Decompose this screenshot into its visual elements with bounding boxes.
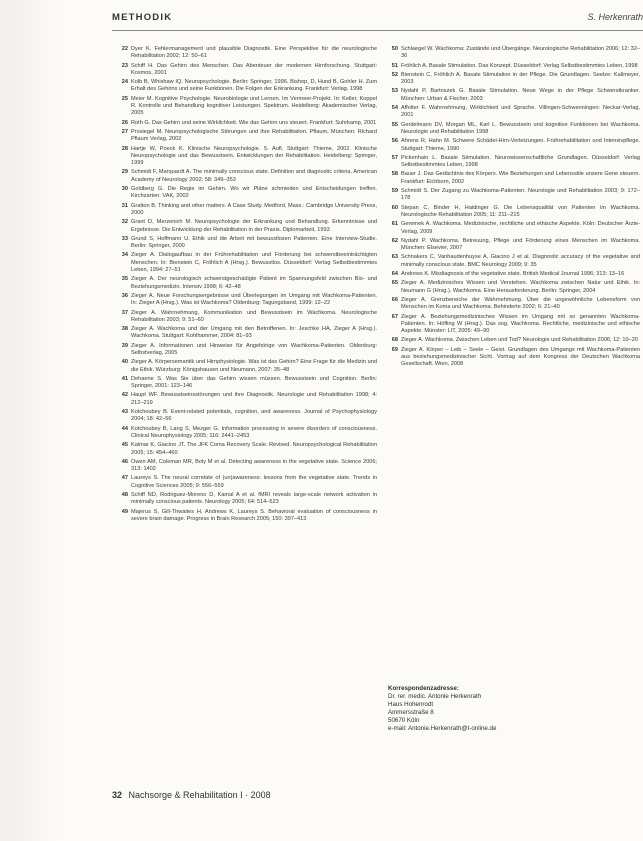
reference-text: Fröhlich A. Basale Stimulation. Das Konzept. Düsseldorf: Verlag Selbstbestimmtes Leben, 1998: [401, 62, 638, 69]
reference-text: Zieger A. Neue Forschungsergebnisse und Überlegungen im Umgang mit Wachkoma-Patienten. In: Zieger A (Hrsg.). Was ist Wachkoma? Oldenburg: Tagungsband, 1999: 12–22: [131, 292, 377, 307]
reference-item: [112, 79, 377, 94]
reference-item: [382, 88, 640, 103]
reference-number: 62: [391, 237, 398, 244]
page-number: 32: [112, 790, 123, 800]
reference-text: Schmidt F, Marquardt A. The minimally conscious state. Definition and diagnostic criteria. American Academy of Neurology 2002; 58: 349–353: [131, 169, 377, 183]
reference-number: 56: [391, 138, 398, 145]
reference-text: Roth G. Das Gehirn und seine Wirklichkeit. Wie das Gehirn uns steuert. Frankfurt: Suhrkamp, 2001: [131, 119, 377, 126]
correspondence-line: Haus Hohenrodt: [388, 701, 434, 708]
page-footer: [112, 790, 271, 800]
reference-number: 30: [121, 186, 128, 193]
reference-number: 29: [121, 169, 128, 176]
reference-text: Laureys S. The neural correlate of (un)awareness: lessons from the vegetative state. Trends in Cognitive Sciences 2005; 9: 556–559: [131, 475, 377, 489]
reference-number: 66: [391, 296, 398, 303]
reference-number: 50: [391, 46, 398, 52]
reference-number: 24: [121, 79, 128, 86]
reference-item: [112, 442, 377, 457]
reference-text: Schlaegel W. Wachkoma: Zustände und Übergänge. Neurologische Rehabilitation 2006; 12: 32–36: [401, 46, 640, 60]
reference-item: [112, 46, 377, 61]
reference-text: Ahrens R, Hahn M. Schwere Schädel-Hirn-Verletzungen. Frührehabilitation und Intensivpflege. Stuttgart: Thieme, 1990: [401, 138, 640, 152]
reference-item: [112, 426, 377, 441]
reference-item: [112, 203, 377, 218]
reference-number: 37: [121, 309, 128, 316]
reference-text: Owen AM, Coleman MR, Boly M et al. Detecting awareness in the vegetative state. Science 2006; 313: 1402: [131, 458, 377, 473]
reference-text: Zieger A. Informationen und Hinweise für Angehörige von Wachkoma-Patienten. Oldenburg: Selbstverlag, 2005: [131, 342, 377, 356]
correspondence-block: [388, 685, 628, 733]
reference-item: [112, 459, 377, 474]
reference-number: 36: [121, 292, 128, 299]
reference-number: 63: [391, 254, 398, 261]
reference-number: 25: [121, 95, 128, 102]
reference-item: [112, 293, 377, 308]
reference-item: [382, 72, 640, 87]
reference-number: 47: [121, 475, 128, 482]
reference-number: 38: [121, 326, 128, 333]
reference-text: Bauer J. Das Gedächtnis des Körpers. Wie Beziehungen und Lebensstile unsere Gene steuern. Frankfurt: Eichborn, 2002: [401, 171, 640, 185]
reference-number: 39: [121, 342, 128, 349]
reference-text: Meier M. Kognitive Psychologie. Neurobiologie und Lernen. Im Vermeer-Projekt. In: Keller, Koppel R. Kontrolle und Behandlung kognitiver Leistungen. Spektrum. Heidelberg: Akademischer Verlag, 2005: [131, 95, 377, 117]
correspondence-line: Dr. rer. medic. Antonie Herkenrath: [388, 693, 482, 700]
reference-text: Goldberg G. Die Regie im Gehirn. Wo wir Pläne schmieden und Entscheidungen treffen. Kirchzarten: VAK, 2002: [131, 186, 377, 200]
reference-item: [112, 492, 377, 507]
reference-text: Affolter F. Wahrnehmung, Wirklichkeit und Sprache. Villingen-Schwenningen: Neckar-Verlag, 2001: [401, 105, 640, 119]
reference-number: 23: [121, 62, 128, 69]
reference-item: [112, 326, 377, 341]
reference-number: 57: [391, 154, 398, 161]
reference-number: 52: [391, 71, 398, 78]
correspondence-line: 50670 Köln: [388, 717, 420, 724]
reference-item: [112, 219, 377, 234]
reference-text: Kotchoubey B. Event-related potentials, cognition, and awareness. Journal of Psychophysiology 2004; 18: 42–56: [131, 409, 377, 423]
reference-item: [382, 188, 640, 203]
reference-number: 34: [121, 252, 128, 259]
reference-text: Zieger A. Medizinisches Wissen und Verstehen. Wachkoma zwischen Natur und Ethik. In: Neumann G (Hrsg.). Wachkoma. Eine Herausforderung. Berlin: Springer, 2004: [401, 280, 640, 294]
reference-number: 65: [391, 280, 398, 287]
reference-number: 35: [121, 276, 128, 283]
reference-item: [112, 252, 377, 274]
reference-item: [112, 63, 377, 78]
reference-number: 59: [391, 188, 398, 195]
reference-text: Zieger A. Körpersemantik und Hirnphysiologie. Was ist das Gehirn? Eine Frage für die Medizin und die Ethik. Würzburg: Königshausen und Neumann, 2007: 35–48: [131, 359, 377, 373]
author-label: S. Herkenrath: [587, 12, 643, 22]
reference-item: [382, 337, 640, 344]
reference-item: [112, 310, 377, 325]
reference-text: Grant D, Merzenich M. Neuropsychologie der Erkrankung und Behandlung. Erkenntnisse und Ergebnisse. Die Entwicklung der Rehabilitation in der Praxis. Diplomarbeit, 1993: [131, 219, 377, 233]
reference-number: 27: [121, 128, 128, 135]
reference-item: [382, 238, 640, 253]
reference-item: [382, 297, 640, 312]
reference-text: Dyer K. Fehlermanagement und plausible Diagnostik. Eine Perspektive für die neurologische Rehabilitation 2002; 12: 50–61: [131, 46, 377, 60]
section-label: METHODIK: [112, 12, 173, 23]
reference-text: Pickenhain L. Basale Stimulation. Neurowissenschaftliche Grundlagen. Düsseldorf: Verlag Selbstbestimmtes Leben, 1998: [401, 154, 640, 169]
reference-item: [382, 221, 640, 236]
reference-item: [112, 475, 377, 490]
reference-item: [382, 155, 640, 170]
reference-text: Schmidt S. Der Zugang zu Wachkoma-Patienten. Neurologie und Rehabilitation 2003; 9: 172–178: [401, 188, 640, 202]
reference-text: Nydahl P. Wachkoma. Betreuung, Pflege und Förderung eines Menschen im Wachkoma. München: Elsevier, 2007: [401, 237, 640, 252]
reference-item: [382, 138, 640, 153]
reference-number: 44: [121, 425, 128, 432]
reference-item: [112, 129, 377, 144]
reference-item: [382, 314, 640, 336]
reference-item: [382, 105, 640, 120]
reference-number: 40: [121, 359, 128, 366]
correspondence-title: Korrespondenzadresse:: [388, 685, 459, 692]
reference-item: [112, 96, 377, 118]
reference-number: 58: [391, 171, 398, 178]
reference-number: 60: [391, 204, 398, 211]
reference-number: 32: [121, 219, 128, 226]
correspondence-email: e-mail: Antonie.Herkenrath@t-online.de: [388, 725, 497, 732]
reference-text: Kalmar K, Giacino JT. The JFK Coma Recovery Scale. Revised. Neuropsychological Rehabilitation 2005; 15: 454–460: [131, 442, 377, 456]
reference-number: 55: [391, 121, 398, 128]
reference-number: 69: [391, 346, 398, 353]
reference-number: 48: [121, 492, 128, 499]
reference-text: Zieger A. Wachkoma und der Umgang mit den Betroffenen. In: Jeschke HA, Zieger A (Hrsg.). Wachkoma. Stuttgart: Kohlhammer, 2004: 81–93: [131, 326, 377, 340]
reference-number: 26: [121, 119, 128, 126]
reference-item: [112, 509, 377, 524]
reference-text: Haupt WF. Bewusstseinsstörungen und ihre Diagnostik. Neurologie und Rehabilitation 1998; 4: 212–219: [131, 392, 377, 406]
reference-number: 28: [121, 145, 128, 152]
reference-item: [382, 46, 640, 61]
reference-number: 45: [121, 442, 128, 449]
reference-text: Dehaene S. Was Sie über das Gehirn wissen müssen. Bewusstsein und Cognition. Berlin: Springer, 2001: 123–146: [131, 375, 377, 390]
reference-number: 64: [391, 271, 398, 278]
reference-item: [112, 169, 377, 184]
header-divider: [112, 30, 643, 31]
reference-text: Schiff H. Das Gehirn des Menschen. Das Abenteuer der modernen Hirnforschung. Stuttgart: Kosmos, 2001: [131, 62, 377, 76]
reference-item: [112, 146, 377, 168]
reference-text: Zieger A. Wachkoma. Zwischen Leben und Tod? Neurologie und Rehabilitation 2006; 12: 10–20: [401, 337, 638, 344]
reference-number: 67: [391, 313, 398, 320]
reference-number: 43: [121, 409, 128, 416]
journal-name: Nachsorge & Rehabilitation I · 2008: [128, 790, 271, 800]
running-header: [112, 10, 643, 28]
reference-number: 53: [391, 88, 398, 95]
reference-text: Zieger A. Körper – Leib – Seele – Geist. Grundlagen des Umgangs mit Wachkoma-Patienten aus beziehungsmedizinischer Sicht. Vortrag auf dem Kongress der Deutschen Wachkoma Gesellschaft. Wien, 2008: [401, 346, 640, 368]
reference-item: [112, 276, 377, 291]
reference-number: 42: [121, 392, 128, 399]
reference-text: Schiff ND, Rodriguez-Moreno D, Kamal A et al. fMRI reveals large-scale network activation in minimally conscious patients. Neurology 2005; 64: 514–523: [131, 492, 377, 506]
reference-number: 51: [391, 62, 398, 69]
reference-text: Kolb B, Whishaw IQ. Neuropsychologie. Berlin: Springer, 1996. Bishop, D, Hund B, Gohler H. Zum Erhalt des Gehirns und seine Funktionen. Die Folgen der Erkrankung. Frankfurt: Verlag, 1998: [131, 79, 377, 93]
reference-text: Nydahl P, Bartoszek G. Basale Stimulation. Neue Wege in der Pflege Schwerstkranker. München: Urban & Fischer, 2003: [401, 88, 640, 102]
reference-text: Prosiegel M. Neuropsychologische Störungen und ihre Rehabilitation. Pflaum, München: Richard Pflaum Verlag, 2002: [131, 128, 377, 143]
reference-text: Schnakers C, Vanhaudenhuyse A, Giacino J et al. Diagnostic accuracy of the vegetative and minimally conscious state. BMC Neurology 2009; 9: 35: [401, 254, 640, 268]
reference-text: Bienstein C, Fröhlich A. Basale Stimulation in der Pflege. Die Grundlagen. Seelze: Kallmeyer, 2003: [401, 71, 640, 86]
correspondence-line: Ammersstraße 8: [388, 709, 434, 716]
reference-number: 49: [121, 508, 128, 515]
reference-text: Gerdelmann DV, Morgan ML, Karl L. Bewusstsein und kognitive Funktionen bei Wachkoma. Neurologie und Rehabilitation 1998: [401, 121, 640, 135]
references-right-column: [382, 46, 640, 371]
reference-item: [112, 409, 377, 424]
reference-item: [112, 343, 377, 358]
reference-number: 22: [121, 46, 128, 52]
reference-text: Gratton B. Thinking and other matters. A Case Study. Medford, Mass.: Cambridge University Press, 2000: [131, 202, 377, 216]
reference-text: Majerus S, Gill-Thwaites H, Andrews K, Laureys S. Behavioral evaluation of consciousness in severe brain damage. Progress in Brain Research 2005; 150: 397–413: [131, 508, 377, 522]
reference-text: Zieger A. Grenzbereiche der Wahrnehmung. Über die ungewöhnliche Lebensform von Menschen im Koma und Wachkoma. Behinderte 2002; 6: 21–40: [401, 296, 640, 311]
reference-text: Zieger A. Beziehungsmedizinisches Wissen im Umgang mit so genannten Wachkoma-Patienten. In: Höfling W (Hrsg.). Das sog. Wachkoma. Rechtliche, medizinische und ethische Aspekte. Münster: LIT, 2005: 49–90: [401, 313, 640, 335]
reference-text: Grund S, Hoffmann U. Ethik und die Arbeit mit bewusstlosen Patienten. Eine Interview-Studie. Berlin: Springer, 2000: [131, 235, 377, 250]
reference-text: Hartje W, Poeck K. Klinische Neuropsychologie. 5. Aufl. Stuttgart: Thieme, 2002. Klinische Neuropsychologie und das Bewusstsein. Entwicklungen der Rehabilitation. Heidelberg: Springer, 1999: [131, 145, 377, 167]
reference-text: Kotchoubey B, Lang S, Mezger G. Information processing in severe disorders of consciousness. Clinical Neurophysiology 2005; 116: 2441–2453: [131, 425, 377, 439]
reference-item: [112, 359, 377, 374]
reference-text: Andrews K. Misdiagnosis of the vegetative state. British Medical Journal 1996; 313: 13–16: [401, 271, 625, 278]
reference-number: 41: [121, 375, 128, 382]
page-shadow: [0, 0, 60, 841]
reference-number: 46: [121, 458, 128, 465]
reference-item: [382, 271, 640, 278]
reference-text: Zieger A. Der neurologisch schwerstgeschädigte Patient im Spannungsfeld zwischen Bio- und Beziehungsmedizin. Intensiv 1998; 6: 42–48: [131, 276, 377, 290]
reference-item: [382, 122, 640, 137]
reference-item: [112, 186, 377, 201]
reference-item: [382, 205, 640, 220]
reference-item: [382, 254, 640, 269]
reference-item: [382, 280, 640, 295]
reference-item: [112, 376, 377, 391]
reference-item: [382, 347, 640, 369]
reference-item: [112, 120, 377, 127]
reference-number: 68: [391, 337, 398, 344]
reference-number: 31: [121, 202, 128, 209]
reference-number: 54: [391, 105, 398, 112]
reference-text: Stepan C, Binder H, Haidinger G. Die Lebensqualität von Patienten im Wachkoma. Neurologische Rehabilitation 2005; 11: 211–215: [401, 204, 640, 218]
reference-item: [112, 392, 377, 407]
reference-text: Zieger A. Wahrnehmung, Kommunikation und Bewusstsein im Wachkoma. Neurologische Rehabilitation 2003; 9: 51–60: [131, 309, 377, 323]
reference-number: 61: [391, 221, 398, 228]
reference-number: 33: [121, 235, 128, 242]
reference-text: Zieger A. Dialogaufbau in der Frührehabilitation und Förderung bei schwerstbeeinträchtigten Menschen. In: Bienstein C, Fröhlich A (Hrsg.). Bewusstlos. Düsseldorf: Verlag Selbstbestimmtes Leben, 1994: 27–51: [131, 252, 377, 274]
reference-item: [382, 171, 640, 186]
reference-text: Geremek A. Wachkoma. Medizinische, rechtliche und ethische Aspekte. Köln: Deutscher Ärzte-Verlag, 2009: [401, 221, 640, 235]
reference-item: [112, 236, 377, 251]
reference-item: [382, 63, 640, 70]
references-left-column: [112, 46, 377, 525]
